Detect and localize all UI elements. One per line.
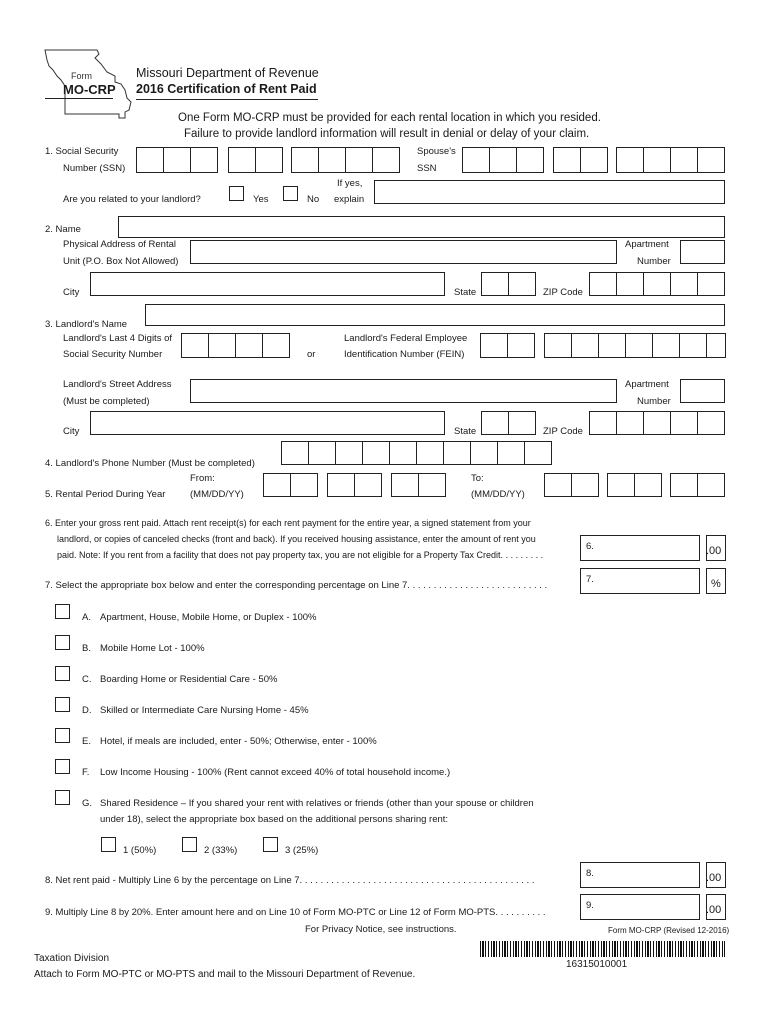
option-a-checkbox[interactable]	[55, 604, 70, 619]
to-date-box[interactable]	[670, 473, 698, 497]
line9-number: 9.	[586, 900, 594, 911]
form-code: MO-CRP	[63, 82, 116, 97]
landlord-zip-box[interactable]	[589, 411, 617, 435]
to-label: To:	[471, 473, 484, 484]
related-question: Are you related to your landlord?	[63, 194, 201, 205]
phone-digit-box[interactable]	[416, 441, 444, 465]
line8-text: 8. Net rent paid - Multiply Line 6 by the percentage on Line 7. . . . . . . . . . . . . . . . . . . . . . . . . . . . . . . . . . . . . . . . . . . . .	[45, 875, 535, 886]
line8-cents: .00	[706, 872, 722, 884]
fein-box[interactable]	[480, 333, 508, 358]
apartment-number-field[interactable]	[680, 240, 725, 264]
ssn-digit-box[interactable]	[163, 147, 191, 173]
from-date-box[interactable]	[354, 473, 382, 497]
spouse-ssn-digit-box[interactable]	[670, 147, 698, 173]
phone-digit-box[interactable]	[335, 441, 363, 465]
phone-digit-box[interactable]	[308, 441, 336, 465]
landlord-ssn4-label-1: Landlord's Last 4 Digits of	[63, 333, 173, 344]
related-no-label: No	[307, 194, 320, 205]
line6-text-2: landlord, or copies of canceled checks (front and back). If you received housing assistance, enter the amount of rent you	[57, 534, 536, 544]
state-box[interactable]	[508, 272, 536, 296]
phone-digit-box[interactable]	[470, 441, 498, 465]
option-c-text: Boarding Home or Residential Care - 50%	[100, 674, 278, 685]
from-date-box[interactable]	[391, 473, 419, 497]
state-box[interactable]	[481, 272, 509, 296]
option-f-letter: F.	[82, 767, 90, 778]
from-format-label: (MM/DD/YY)	[190, 489, 244, 500]
to-date-box[interactable]	[607, 473, 635, 497]
instruction-1: One Form MO-CRP must be provided for each rental location in which you resided.	[178, 112, 601, 124]
shared-2-checkbox[interactable]	[182, 837, 197, 852]
explain-field[interactable]	[374, 180, 725, 204]
landlord-city-label: City	[63, 426, 80, 437]
phone-digit-box[interactable]	[362, 441, 390, 465]
city-field[interactable]	[90, 272, 445, 296]
landlord-name-field[interactable]	[145, 304, 725, 326]
taxation-division: Taxation Division	[34, 953, 110, 964]
spouse-ssn-digit-box[interactable]	[553, 147, 581, 173]
apartment-label-1: Apartment	[625, 239, 669, 250]
barcode-number: 16315010001	[566, 959, 628, 970]
shared-1-checkbox[interactable]	[101, 837, 116, 852]
option-g-checkbox[interactable]	[55, 790, 70, 805]
option-b-checkbox[interactable]	[55, 635, 70, 650]
spouse-ssn-digit-box[interactable]	[462, 147, 490, 173]
line8-number: 8.	[586, 868, 594, 879]
phone-digit-box[interactable]	[524, 441, 552, 465]
attach-instructions: Attach to Form MO-PTC or MO-PTS and mail to the Missouri Department of Revenue.	[34, 969, 416, 980]
zip-label: ZIP Code	[543, 287, 583, 298]
ssn-digit-box[interactable]	[345, 147, 373, 173]
option-g-text: Shared Residence – If you shared your rent with relatives or friends (other than your spouse or children	[100, 798, 534, 809]
landlord-street-label-1: Landlord's Street Address	[63, 379, 172, 390]
line6-cents: .00	[706, 545, 722, 557]
fein-label-1: Landlord's Federal Employee	[344, 333, 468, 344]
barcode	[480, 941, 725, 957]
option-e-letter: E.	[82, 736, 91, 747]
or-label: or	[307, 349, 316, 360]
option-b-text: Mobile Home Lot - 100%	[100, 643, 205, 654]
line9-amount-field[interactable]	[580, 894, 700, 920]
related-yes-checkbox[interactable]	[229, 186, 244, 201]
spouse-ssn-label-2: SSN	[417, 163, 437, 174]
phone-digit-box[interactable]	[443, 441, 471, 465]
option-g-letter: G.	[82, 798, 93, 809]
ssn-digit-box[interactable]	[291, 147, 319, 173]
spouse-ssn-digit-box[interactable]	[643, 147, 671, 173]
shared-2-label: 2 (33%)	[204, 845, 238, 856]
spouse-ssn-label-1: Spouse's	[417, 146, 456, 157]
to-date-box[interactable]	[571, 473, 599, 497]
spouse-ssn-digit-box[interactable]	[616, 147, 644, 173]
landlord-zip-box[interactable]	[616, 411, 644, 435]
line7-text: 7. Select the appropriate box below and enter the corresponding percentage on Line 7. . . . . . . . . . . . . . . . . . . . . . . . . . .	[45, 580, 548, 591]
landlord-state-label: State	[454, 426, 477, 437]
landlord-ssn4-box[interactable]	[181, 333, 209, 358]
zip-box[interactable]	[670, 272, 698, 296]
option-a-text: Apartment, House, Mobile Home, or Duplex - 100%	[100, 612, 317, 623]
if-yes-label-1: If yes,	[337, 178, 363, 189]
landlord-apartment-label-2: Number	[637, 396, 671, 407]
fein-box[interactable]	[571, 333, 599, 358]
form-word: Form	[71, 71, 92, 81]
landlord-name-label: 3. Landlord's Name	[45, 319, 128, 330]
option-c-checkbox[interactable]	[55, 666, 70, 681]
landlord-zip-label: ZIP Code	[543, 426, 583, 437]
line6-text-3: paid. Note: If you rent from a facility that does not pay property tax, you are not eligible for a Property Tax Credit. . . . . . . . .	[57, 550, 544, 560]
to-date-box[interactable]	[634, 473, 662, 497]
fein-box[interactable]	[507, 333, 535, 358]
option-f-checkbox[interactable]	[55, 759, 70, 774]
landlord-ssn4-box[interactable]	[235, 333, 263, 358]
ssn-digit-box[interactable]	[255, 147, 283, 173]
from-date-box[interactable]	[327, 473, 355, 497]
ssn-digit-box[interactable]	[318, 147, 346, 173]
line6-number: 6.	[586, 541, 594, 552]
landlord-apartment-label-1: Apartment	[625, 379, 669, 390]
landlord-city-field[interactable]	[90, 411, 445, 435]
option-b-letter: B.	[82, 643, 91, 654]
line7-percent-sign: %	[711, 578, 721, 590]
state-label: State	[454, 287, 477, 298]
landlord-street-field[interactable]	[190, 379, 617, 403]
shared-3-checkbox[interactable]	[263, 837, 278, 852]
from-date-box[interactable]	[418, 473, 446, 497]
related-no-checkbox[interactable]	[283, 186, 298, 201]
option-g-text-2: under 18), select the appropriate box based on the additional persons sharing rent:	[100, 814, 449, 825]
name-field[interactable]	[118, 216, 725, 238]
spouse-ssn-digit-box[interactable]	[489, 147, 517, 173]
if-yes-label-2: explain	[334, 194, 365, 205]
fein-box[interactable]	[625, 333, 653, 358]
from-date-box[interactable]	[263, 473, 291, 497]
from-date-box[interactable]	[290, 473, 318, 497]
fein-box[interactable]	[706, 333, 726, 358]
city-label: City	[63, 287, 80, 298]
option-a-letter: A.	[82, 612, 91, 623]
related-yes-label: Yes	[253, 194, 269, 205]
shared-1-label: 1 (50%)	[123, 845, 157, 856]
landlord-zip-box[interactable]	[670, 411, 698, 435]
phone-digit-box[interactable]	[389, 441, 417, 465]
landlord-ssn4-box[interactable]	[262, 333, 290, 358]
spouse-ssn-digit-box[interactable]	[697, 147, 725, 173]
name-label: 2. Name	[45, 224, 81, 235]
line8-amount-field[interactable]	[580, 862, 700, 888]
option-d-text: Skilled or Intermediate Care Nursing Home - 45%	[100, 705, 309, 716]
line6-text-1: 6. Enter your gross rent paid. Attach rent receipt(s) for each rent payment for the entire year, a signed statement from your	[45, 518, 531, 528]
header-underline-right	[136, 99, 318, 100]
line9-text: 9. Multiply Line 8 by 20%. Enter amount here and on Line 10 of Form MO-PTC or Line 12 of Form MO-PTS. . . . . . . . . .	[45, 907, 546, 918]
physical-address-label-1: Physical Address of Rental	[63, 239, 177, 250]
physical-address-label-2: Unit (P.O. Box Not Allowed)	[63, 256, 179, 267]
fein-box[interactable]	[679, 333, 707, 358]
zip-box[interactable]	[589, 272, 617, 296]
phone-digit-box[interactable]	[281, 441, 309, 465]
landlord-zip-box[interactable]	[697, 411, 725, 435]
ssn-label-2: Number (SSN)	[63, 163, 126, 174]
ssn-digit-box[interactable]	[228, 147, 256, 173]
physical-address-field[interactable]	[190, 240, 617, 264]
landlord-ssn4-box[interactable]	[208, 333, 236, 358]
option-e-checkbox[interactable]	[55, 728, 70, 743]
to-format-label: (MM/DD/YY)	[471, 489, 525, 500]
spouse-ssn-digit-box[interactable]	[516, 147, 544, 173]
landlord-apartment-field[interactable]	[680, 379, 725, 403]
zip-box[interactable]	[616, 272, 644, 296]
landlord-street-label-2: (Must be completed)	[63, 396, 150, 407]
landlord-state-box[interactable]	[508, 411, 536, 435]
landlord-state-box[interactable]	[481, 411, 509, 435]
from-label: From:	[190, 473, 215, 484]
fein-label-2: Identification Number (FEIN)	[344, 349, 465, 360]
zip-box[interactable]	[697, 272, 725, 296]
fein-box[interactable]	[544, 333, 572, 358]
option-f-text: Low Income Housing - 100% (Rent cannot exceed 40% of total household income.)	[100, 767, 451, 778]
instruction-2: Failure to provide landlord information will result in denial or delay of your claim.	[184, 128, 590, 140]
landlord-ssn4-label-2: Social Security Number	[63, 349, 163, 360]
rental-period-label: 5. Rental Period During Year	[45, 489, 166, 500]
zip-box[interactable]	[643, 272, 671, 296]
line7-number: 7.	[586, 574, 594, 585]
fein-box[interactable]	[652, 333, 680, 358]
fein-box[interactable]	[598, 333, 626, 358]
form-revision: Form MO-CRP (Revised 12-2016)	[608, 926, 730, 935]
phone-digit-box[interactable]	[497, 441, 525, 465]
to-date-box[interactable]	[544, 473, 572, 497]
apartment-label-2: Number	[637, 256, 671, 267]
line9-cents: .00	[706, 904, 722, 916]
ssn-digit-box[interactable]	[372, 147, 400, 173]
line7-percent-field[interactable]	[580, 568, 700, 594]
privacy-notice: For Privacy Notice, see instructions.	[305, 924, 457, 935]
landlord-phone-label: 4. Landlord's Phone Number (Must be completed)	[45, 458, 255, 469]
shared-3-label: 3 (25%)	[285, 845, 319, 856]
spouse-ssn-digit-box[interactable]	[580, 147, 608, 173]
form-title: 2016 Certification of Rent Paid	[136, 82, 317, 96]
agency-name: Missouri Department of Revenue	[136, 66, 319, 80]
ssn-label-1: 1. Social Security	[45, 146, 119, 157]
option-d-checkbox[interactable]	[55, 697, 70, 712]
option-e-text: Hotel, if meals are included, enter - 50%; Otherwise, enter - 100%	[100, 736, 377, 747]
line6-amount-field[interactable]	[580, 535, 700, 561]
ssn-digit-box[interactable]	[190, 147, 218, 173]
option-c-letter: C.	[82, 674, 92, 685]
option-d-letter: D.	[82, 705, 92, 716]
landlord-zip-box[interactable]	[643, 411, 671, 435]
header-underline-left	[45, 98, 113, 99]
to-date-box[interactable]	[697, 473, 725, 497]
ssn-digit-box[interactable]	[136, 147, 164, 173]
